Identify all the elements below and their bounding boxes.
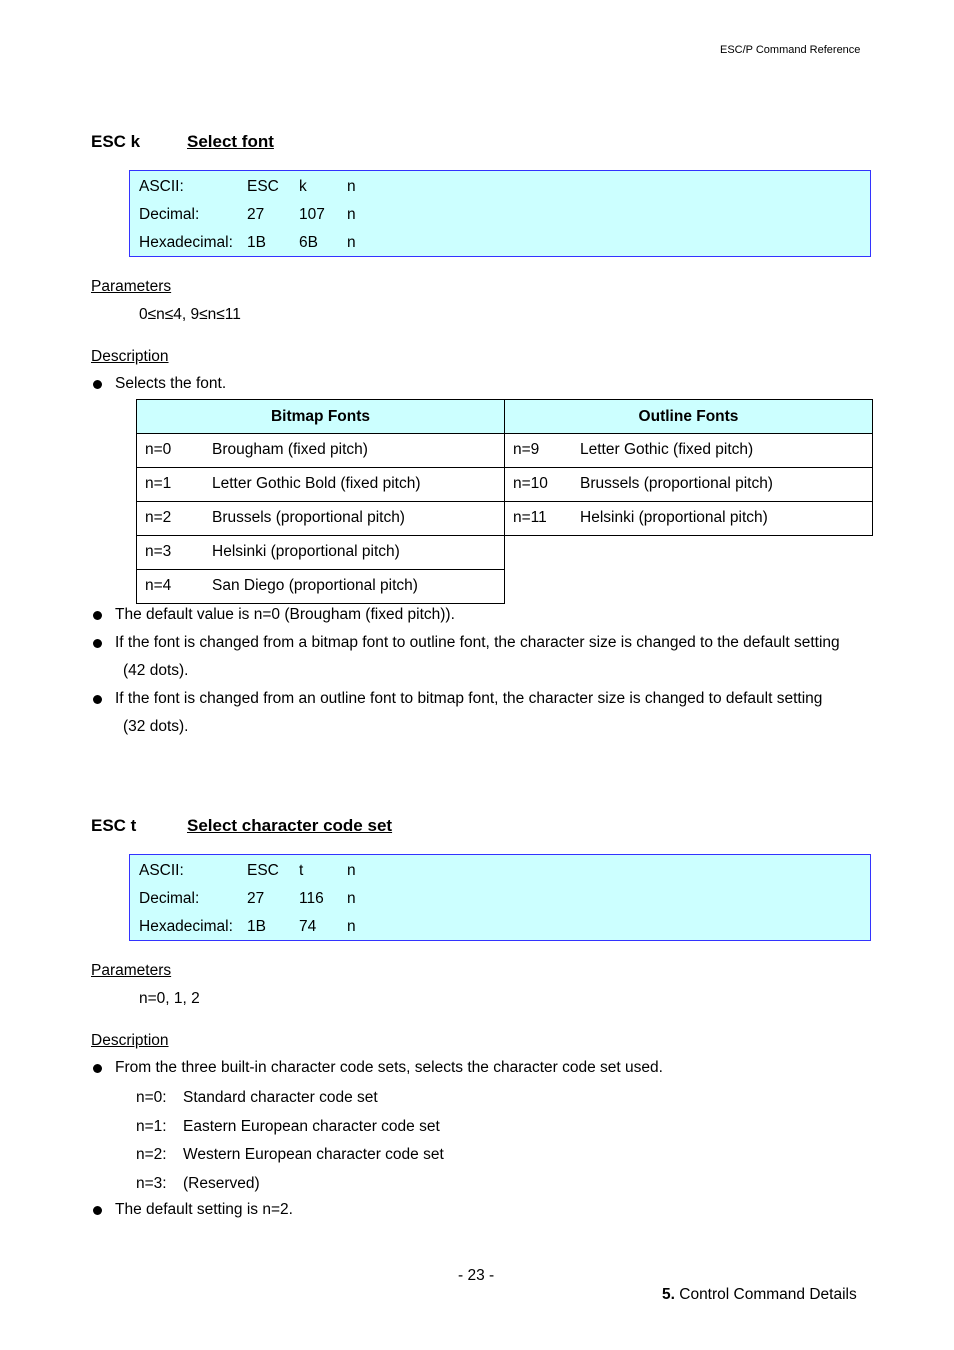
bullet-text: If the font is changed from an outline font to bitmap font, the character size is changed to default setting (115, 690, 823, 707)
table-row (137, 570, 873, 604)
header-outline-fonts: Outline Fonts (505, 400, 873, 434)
code-box-esc-t (129, 854, 871, 941)
code-label: Hexadecimal: (139, 234, 233, 251)
font-number: n=10 (513, 475, 548, 492)
code-box-esc-k (129, 170, 871, 257)
table-row (137, 434, 873, 468)
description-heading: Description (91, 1032, 169, 1049)
table-row (137, 468, 873, 502)
font-name: San Diego (proportional pitch) (212, 577, 418, 594)
font-name: Helsinki (proportional pitch) (580, 509, 768, 526)
code-value: 1B (247, 918, 266, 935)
code-label: ASCII: (139, 178, 184, 195)
parameters-heading: Parameters (91, 278, 172, 295)
outline-font-cell (505, 502, 872, 535)
bullet-continuation: (32 dots). (123, 718, 189, 735)
font-name: Helsinki (proportional pitch) (212, 543, 400, 560)
code-value: t (299, 862, 304, 879)
bullet-item (91, 370, 863, 398)
table-row (137, 536, 873, 570)
bullet-item (91, 685, 863, 741)
code-value: ESC (247, 178, 279, 195)
code-set-key: n=1: (136, 1117, 167, 1135)
command-name: ESC k (91, 132, 141, 151)
code-value: n (347, 890, 356, 907)
code-value: 74 (299, 918, 317, 935)
font-number: n=9 (513, 441, 540, 458)
bullet-dot (93, 611, 102, 620)
bullet-dot (93, 380, 102, 389)
font-number: n=3 (145, 543, 172, 560)
code-value: 107 (299, 206, 325, 223)
code-set-value: Eastern European character code set (183, 1117, 440, 1135)
code-set-value: Western European character code set (183, 1146, 444, 1163)
code-value: 116 (299, 890, 324, 907)
bullet-text: If the font is changed from a bitmap font to outline font, the character size is changed to the default setting (115, 634, 840, 651)
command-title: Select font (187, 132, 274, 151)
parameters-heading: Parameters (91, 962, 172, 979)
bullet-dot (93, 639, 102, 648)
bullet-text: The default setting is n=2. (115, 1201, 293, 1218)
table-row (137, 502, 873, 536)
header-reference: ESC/P Command Reference (720, 44, 861, 56)
code-value: n (347, 206, 356, 223)
code-value: n (347, 234, 356, 251)
code-value: n (347, 178, 356, 195)
font-number: n=2 (145, 509, 172, 526)
font-table (136, 399, 873, 604)
header-bitmap-fonts: Bitmap Fonts (137, 400, 505, 434)
bullet-dot (93, 695, 102, 704)
code-value: n (347, 862, 356, 879)
font-number: n=11 (513, 509, 547, 526)
bitmap-font-cell (137, 536, 504, 569)
bitmap-font-cell (137, 502, 504, 535)
code-set-key: n=2: (136, 1146, 167, 1163)
bullet-text: The default value is n=0 (Brougham (fixed pitch)). (115, 606, 455, 623)
bullet-text: Selects the font. (115, 375, 227, 392)
command-name: ESC t (91, 816, 137, 835)
font-name: Letter Gothic Bold (fixed pitch) (212, 475, 421, 492)
bullet-continuation: (42 dots). (123, 662, 189, 679)
section-title-esc-k (91, 132, 274, 152)
parameters-value: 0≤n≤4, 9≤n≤11 (139, 306, 241, 323)
font-number: n=0 (145, 441, 172, 458)
bitmap-font-cell (137, 468, 504, 501)
code-set-key: n=3: (136, 1174, 167, 1192)
outline-font-cell (505, 468, 872, 501)
code-label: ASCII: (139, 862, 184, 879)
code-label: Decimal: (139, 206, 200, 223)
font-name: Brussels (proportional pitch) (212, 509, 405, 526)
font-name: Letter Gothic (fixed pitch) (580, 441, 754, 458)
bullet-item (91, 629, 863, 685)
bullet-item (91, 1196, 863, 1224)
bitmap-font-cell (137, 570, 504, 603)
bitmap-font-cell (137, 434, 504, 467)
bullet-text: From the three built-in character code sets, selects the character code set used. (115, 1059, 663, 1076)
code-value: ESC (247, 862, 279, 879)
chapter-number: 5. (662, 1286, 675, 1303)
page-number: - 23 - (458, 1267, 495, 1284)
description-heading: Description (91, 348, 169, 365)
code-value: k (299, 178, 307, 195)
code-value: 1B (247, 234, 266, 251)
command-title: Select character code set (187, 816, 393, 835)
outline-font-cell (505, 434, 872, 467)
section-title-esc-t (91, 816, 392, 836)
code-set-value: (Reserved) (183, 1174, 260, 1192)
code-value: 27 (247, 206, 265, 223)
font-name: Brougham (fixed pitch) (212, 441, 368, 458)
footer-chapter (662, 1286, 857, 1304)
code-value: n (347, 918, 356, 935)
parameters-value: n=0, 1, 2 (139, 990, 200, 1007)
code-value: 27 (247, 890, 265, 907)
bullet-dot (93, 1206, 102, 1215)
table-header-row (137, 400, 873, 434)
bullet-item (91, 1054, 863, 1082)
font-number: n=1 (145, 475, 172, 492)
code-value: 6B (299, 234, 318, 251)
code-label: Decimal: (139, 890, 200, 907)
chapter-title: Control Command Details (679, 1286, 857, 1303)
bullet-dot (93, 1064, 102, 1073)
font-number: n=4 (145, 577, 172, 594)
code-set-key: n=0: (136, 1089, 167, 1106)
code-label: Hexadecimal: (139, 918, 233, 935)
code-set-value: Standard character code set (183, 1089, 378, 1106)
font-name: Brussels (proportional pitch) (580, 475, 773, 492)
bullet-item (91, 601, 863, 629)
